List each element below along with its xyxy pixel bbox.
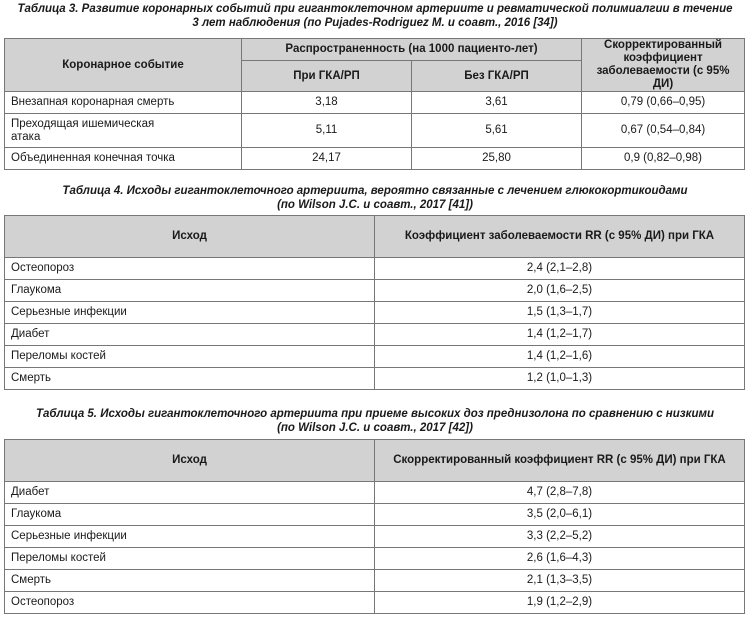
table-row [5, 258, 745, 280]
table3-event-cell: Внезапная коронарная смерть [5, 92, 242, 114]
table4-value-cell: 1,4 (1,2–1,7) [375, 324, 745, 346]
table4-header-outcome: Исход [5, 216, 375, 258]
table3-event-cell: Преходящая ишемическая атака [5, 114, 242, 148]
table-row [5, 526, 745, 548]
table3-with-cell: 3,18 [242, 92, 412, 114]
table-row [5, 346, 745, 368]
table3-without-cell: 3,61 [412, 92, 582, 114]
table-row [5, 92, 745, 114]
table5-value-cell: 1,9 (1,2–2,9) [375, 592, 745, 614]
table4-outcome-cell: Глаукома [5, 280, 375, 302]
table5 [4, 439, 745, 614]
table3-header-with: При ГКА/РП [242, 61, 412, 92]
table-row [5, 504, 745, 526]
table3-with-cell: 24,17 [242, 148, 412, 170]
table3-with-cell: 5,11 [242, 114, 412, 148]
table4 [4, 215, 745, 390]
table-row [5, 280, 745, 302]
table4-outcome-cell: Переломы костей [5, 346, 375, 368]
table3-ratio-cell: 0,79 (0,66–0,95) [582, 92, 745, 114]
table-row [5, 570, 745, 592]
table4-value-cell: 1,4 (1,2–1,6) [375, 346, 745, 368]
table4-value-cell: 1,2 (1,0–1,3) [375, 368, 745, 390]
table5-value-cell: 2,1 (1,3–3,5) [375, 570, 745, 592]
table4-outcome-cell: Серьезные инфекции [5, 302, 375, 324]
table3 [4, 38, 745, 170]
table3-caption [0, 2, 750, 30]
table5-header-ratio: Скорректированный коэффициент RR (с 95% ДИ) при ГКА [375, 440, 745, 482]
table4-outcome-cell: Остеопороз [5, 258, 375, 280]
table4-caption [0, 184, 750, 212]
table3-without-cell: 25,80 [412, 148, 582, 170]
table5-outcome-cell: Серьезные инфекции [5, 526, 375, 548]
table4-header-ratio: Коэффициент заболеваемости RR (с 95% ДИ) при ГКА [375, 216, 745, 258]
table-row [5, 368, 745, 390]
table3-header-adjusted: Скорректированный коэффициент заболеваемости (с 95% ДИ) [582, 39, 745, 92]
table3-caption-line1: Таблица 3. Развитие коронарных событий при гигантоклеточном артериите и ревматической полимиалгии в течение [17, 3, 733, 15]
table3-header-prevalence: Распространенность (на 1000 пациенто-лет) [242, 39, 582, 61]
table5-header-outcome: Исход [5, 440, 375, 482]
table5-outcome-cell: Переломы костей [5, 548, 375, 570]
table4-value-cell: 2,0 (1,6–2,5) [375, 280, 745, 302]
table-row [5, 482, 745, 504]
table5-value-cell: 3,5 (2,0–6,1) [375, 504, 745, 526]
table-row [5, 592, 745, 614]
table3-header-without: Без ГКА/РП [412, 61, 582, 92]
table4-value-cell: 1,5 (1,3–1,7) [375, 302, 745, 324]
table-row [5, 114, 745, 148]
table3-ratio-cell: 0,67 (0,54–0,84) [582, 114, 745, 148]
table3-ratio-cell: 0,9 (0,82–0,98) [582, 148, 745, 170]
table5-outcome-cell: Диабет [5, 482, 375, 504]
table5-caption-line2: (по Wilson J.C. и соавт., 2017 [42]) [277, 422, 473, 434]
table3-event-cell: Объединенная конечная точка [5, 148, 242, 170]
table5-outcome-cell: Глаукома [5, 504, 375, 526]
table5-value-cell: 3,3 (2,2–5,2) [375, 526, 745, 548]
table-row [5, 148, 745, 170]
table4-caption-line2: (по Wilson J.C. и соавт., 2017 [41]) [277, 199, 473, 211]
table5-outcome-cell: Остеопороз [5, 592, 375, 614]
table5-value-cell: 2,6 (1,6–4,3) [375, 548, 745, 570]
table-row [5, 548, 745, 570]
table4-value-cell: 2,4 (2,1–2,8) [375, 258, 745, 280]
table3-without-cell: 5,61 [412, 114, 582, 148]
table5-value-cell: 4,7 (2,8–7,8) [375, 482, 745, 504]
table-row [5, 324, 745, 346]
table4-outcome-cell: Смерть [5, 368, 375, 390]
table5-outcome-cell: Смерть [5, 570, 375, 592]
table4-outcome-cell: Диабет [5, 324, 375, 346]
table5-caption [0, 407, 750, 435]
table4-caption-line1: Таблица 4. Исходы гигантоклеточного артериита, вероятно связанные с лечением глюкокортикоидами [62, 185, 688, 197]
table5-caption-line1: Таблица 5. Исходы гигантоклеточного артериита при приеме высоких доз преднизолона по сравнению с низкими [35, 408, 715, 420]
table-row [5, 302, 745, 324]
table3-caption-line2: 3 лет наблюдения (по Pujades-Rodriguez M. и соавт., 2016 [34]) [192, 17, 558, 29]
table3-header-event: Коронарное событие [5, 39, 242, 92]
